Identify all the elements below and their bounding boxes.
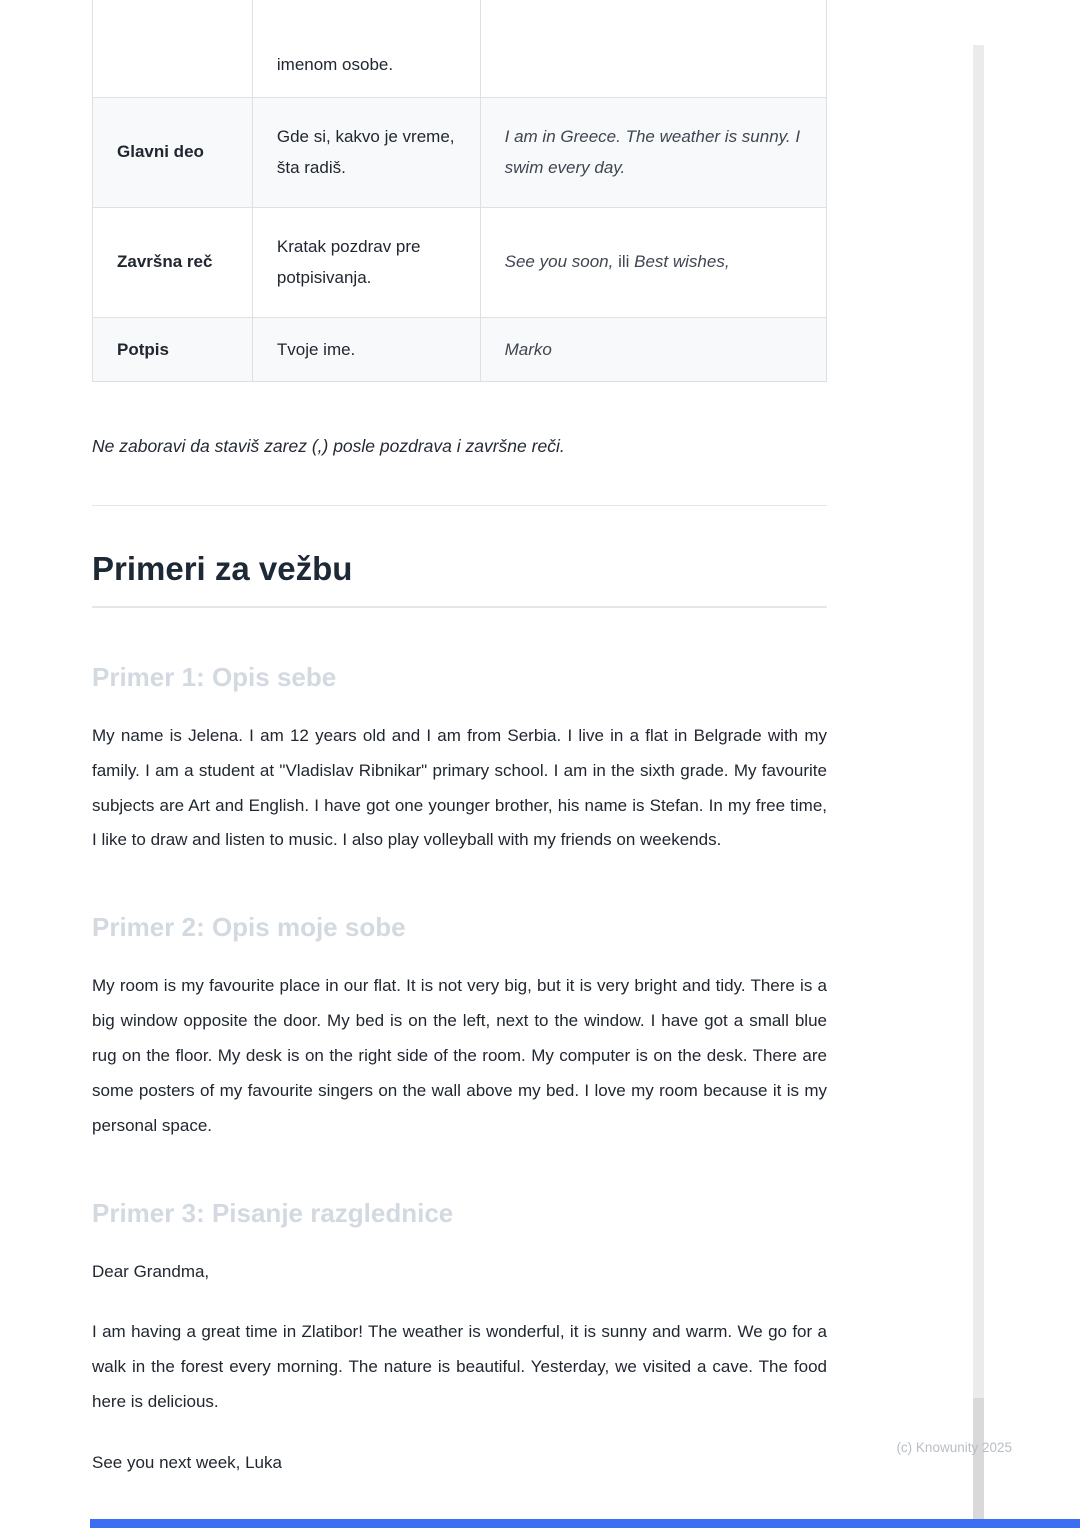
description-cell: imenom osobe. xyxy=(252,0,480,97)
term-cell: Potpis xyxy=(93,317,253,381)
example-cell: Marko xyxy=(480,317,826,381)
table-row xyxy=(93,97,827,207)
example-cell xyxy=(480,207,826,317)
document-content xyxy=(92,0,827,1481)
letter-structure-table xyxy=(92,0,827,382)
table-row xyxy=(93,0,827,97)
description-cell: Tvoje ime. xyxy=(252,317,480,381)
example-paragraph: I am having a great time in Zlatibor! The weather is wonderful, it is sunny and warm. We go for a walk in the forest every morning. The nature is beautiful. Yesterday, we visited a cave. The food here is delicious. xyxy=(92,1322,827,1412)
scrollbar-track[interactable] xyxy=(973,45,984,1528)
description-cell: Kratak pozdrav pre potpisivanja. xyxy=(252,207,480,317)
example-cell: I am in Greece. The weather is sunny. I swim every day. xyxy=(480,97,826,207)
page-bottom-accent-bar xyxy=(90,1519,1080,1528)
example-plain-part: ili xyxy=(613,252,635,272)
example-italic-part: See you soon, xyxy=(504,252,614,272)
example-cell xyxy=(480,0,826,97)
term-cell: Završna reč xyxy=(93,207,253,317)
example-paragraph: My room is my favourite place in our flat. It is not very big, but it is very bright and tidy. There is a big window opposite the door. My bed is on the left, next to the window. I have got a small blue rug on the floor. My desk is on the right side of the room. My computer is on the desk. There are some posters of my favourite singers on the wall above my bed. I love my room because it is my personal space. xyxy=(92,976,827,1135)
term-cell xyxy=(93,0,253,97)
example-heading-3: Primer 3: Pisanje razglednice xyxy=(92,1197,454,1228)
scrollbar-thumb[interactable] xyxy=(973,1398,984,1528)
signoff-line: See you next week, Luka xyxy=(92,1452,282,1472)
example-heading-1: Primer 1: Opis sebe xyxy=(92,661,337,692)
description-cell: Gde si, kakvo je vreme, šta radiš. xyxy=(252,97,480,207)
example-italic-part: Best wishes, xyxy=(634,252,730,272)
table-row xyxy=(93,207,827,317)
comma-note: Ne zaboravi da staviš zarez (,) posle pozdrava i završne reči. xyxy=(92,435,565,456)
table-row xyxy=(93,317,827,381)
greeting-line: Dear Grandma, xyxy=(92,1261,210,1281)
section-divider xyxy=(92,505,827,506)
term-cell: Glavni deo xyxy=(93,97,253,207)
footer-credit: (c) Knowunity 2025 xyxy=(896,1440,1012,1455)
example-heading-2: Primer 2: Opis moje sobe xyxy=(92,912,406,943)
example-paragraph: My name is Jelena. I am 12 years old and I am from Serbia. I live in a flat in Belgrade with my family. I am a student at "Vladislav Ribnikar" primary school. I am in the sixth grade. My favourite subjects are Art and English. I have got one younger brother, his name is Stefan. In my free time, I like to draw and listen to music. I also play volleyball with my friends on weekends. xyxy=(92,725,827,850)
section-title: Primeri za vežbu xyxy=(92,550,827,608)
